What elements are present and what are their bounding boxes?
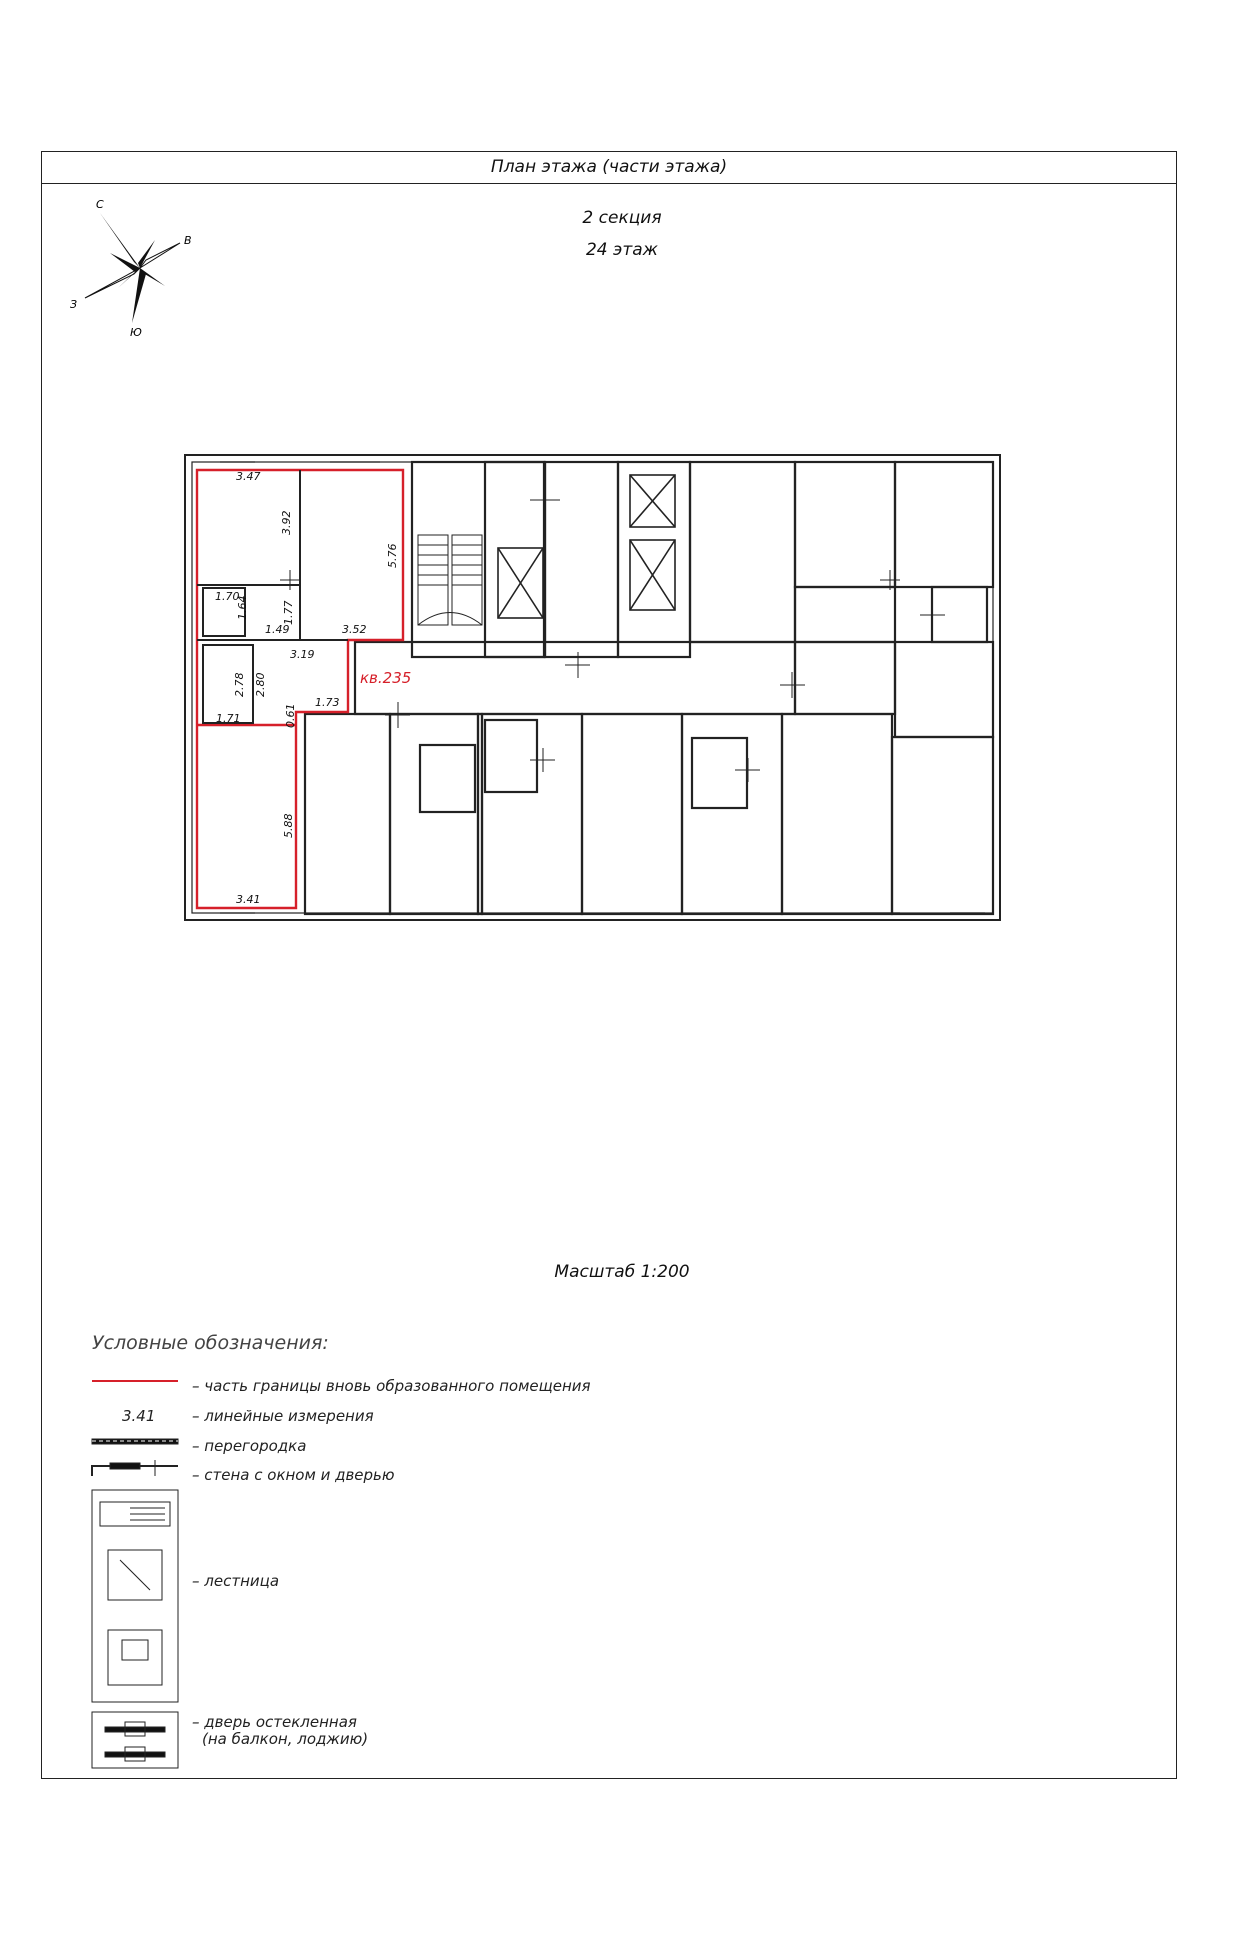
legend-dim-sample: 3.41	[122, 1407, 156, 1425]
building-plan	[185, 455, 1000, 920]
compass-west: З	[70, 298, 78, 311]
scale-label: Масштаб 1:200	[554, 1262, 690, 1282]
compass-icon	[70, 198, 192, 339]
dim-label: 1.70	[215, 590, 240, 603]
dim-label: 1.64	[236, 595, 249, 620]
apartment-label: кв.235	[360, 669, 412, 687]
dim-label: 3.47	[236, 470, 261, 483]
legend-title: Условные обозначения:	[92, 1332, 329, 1354]
dim-label: 1.73	[315, 696, 340, 709]
dim-label: 2.80	[254, 672, 267, 697]
legend-stairs-symbol	[92, 1490, 178, 1702]
dim-label: 1.71	[216, 712, 241, 725]
page-title: План этажа (части этажа)	[42, 152, 1176, 184]
legend-partition-text: – перегородка	[192, 1437, 307, 1455]
legend-boundary-text: – часть границы вновь образованного помещения	[192, 1377, 591, 1395]
dim-label: 1.77	[282, 600, 295, 625]
legend-stairs-text: – лестница	[192, 1572, 280, 1590]
legend-partition-symbol	[92, 1439, 178, 1444]
section-label: 2 секция	[582, 208, 662, 228]
legend-glazed-door-symbol	[92, 1712, 178, 1768]
dim-label: 5.88	[282, 813, 295, 838]
dimension-labels	[215, 470, 399, 906]
dim-label: 5.76	[386, 543, 399, 568]
compass-east: В	[184, 234, 192, 247]
legend-glazed-door-text-2: (на балкон, лоджию)	[202, 1730, 369, 1748]
dim-label: 0.61	[284, 703, 297, 728]
compass-south: Ю	[130, 326, 142, 339]
dim-label: 3.92	[280, 510, 293, 535]
legend-wall-symbol	[92, 1460, 178, 1476]
floor-label: 24 этаж	[585, 240, 658, 260]
legend-dim-text: – линейные измерения	[192, 1407, 374, 1425]
dim-label: 3.52	[342, 623, 367, 636]
dim-label: 3.19	[290, 648, 315, 661]
dim-label: 1.49	[265, 623, 290, 636]
legend-symbols	[92, 1381, 178, 1768]
dim-label: 3.41	[236, 893, 261, 906]
compass-north: С	[96, 198, 104, 211]
legend-glazed-door-text: – дверь остекленная	[192, 1713, 357, 1731]
dim-label: 2.78	[233, 672, 246, 697]
legend-wall-text: – стена с окном и дверью	[192, 1466, 395, 1484]
